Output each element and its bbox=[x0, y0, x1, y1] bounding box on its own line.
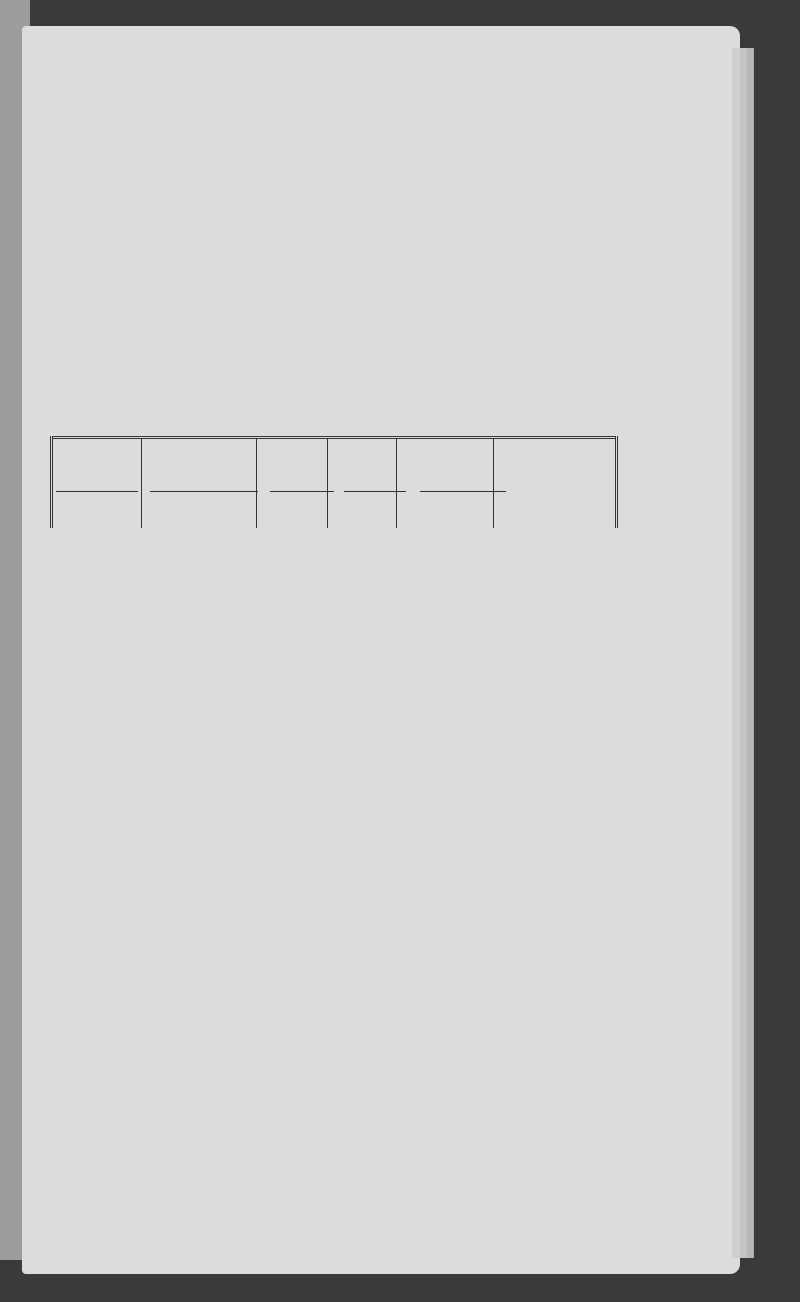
page-sheet bbox=[22, 26, 740, 1274]
column-header bbox=[397, 438, 494, 529]
table-rule bbox=[56, 491, 138, 492]
column-header bbox=[328, 438, 397, 529]
table-rule bbox=[270, 491, 334, 492]
salary-ledger-table bbox=[50, 436, 618, 528]
table-rule bbox=[344, 491, 406, 492]
table-rule bbox=[150, 491, 258, 492]
column-header bbox=[494, 438, 617, 529]
column-header bbox=[52, 438, 142, 529]
column-header bbox=[257, 438, 328, 529]
column-header bbox=[142, 438, 257, 529]
page-stack-edge bbox=[747, 48, 754, 1258]
table-rule bbox=[420, 491, 506, 492]
